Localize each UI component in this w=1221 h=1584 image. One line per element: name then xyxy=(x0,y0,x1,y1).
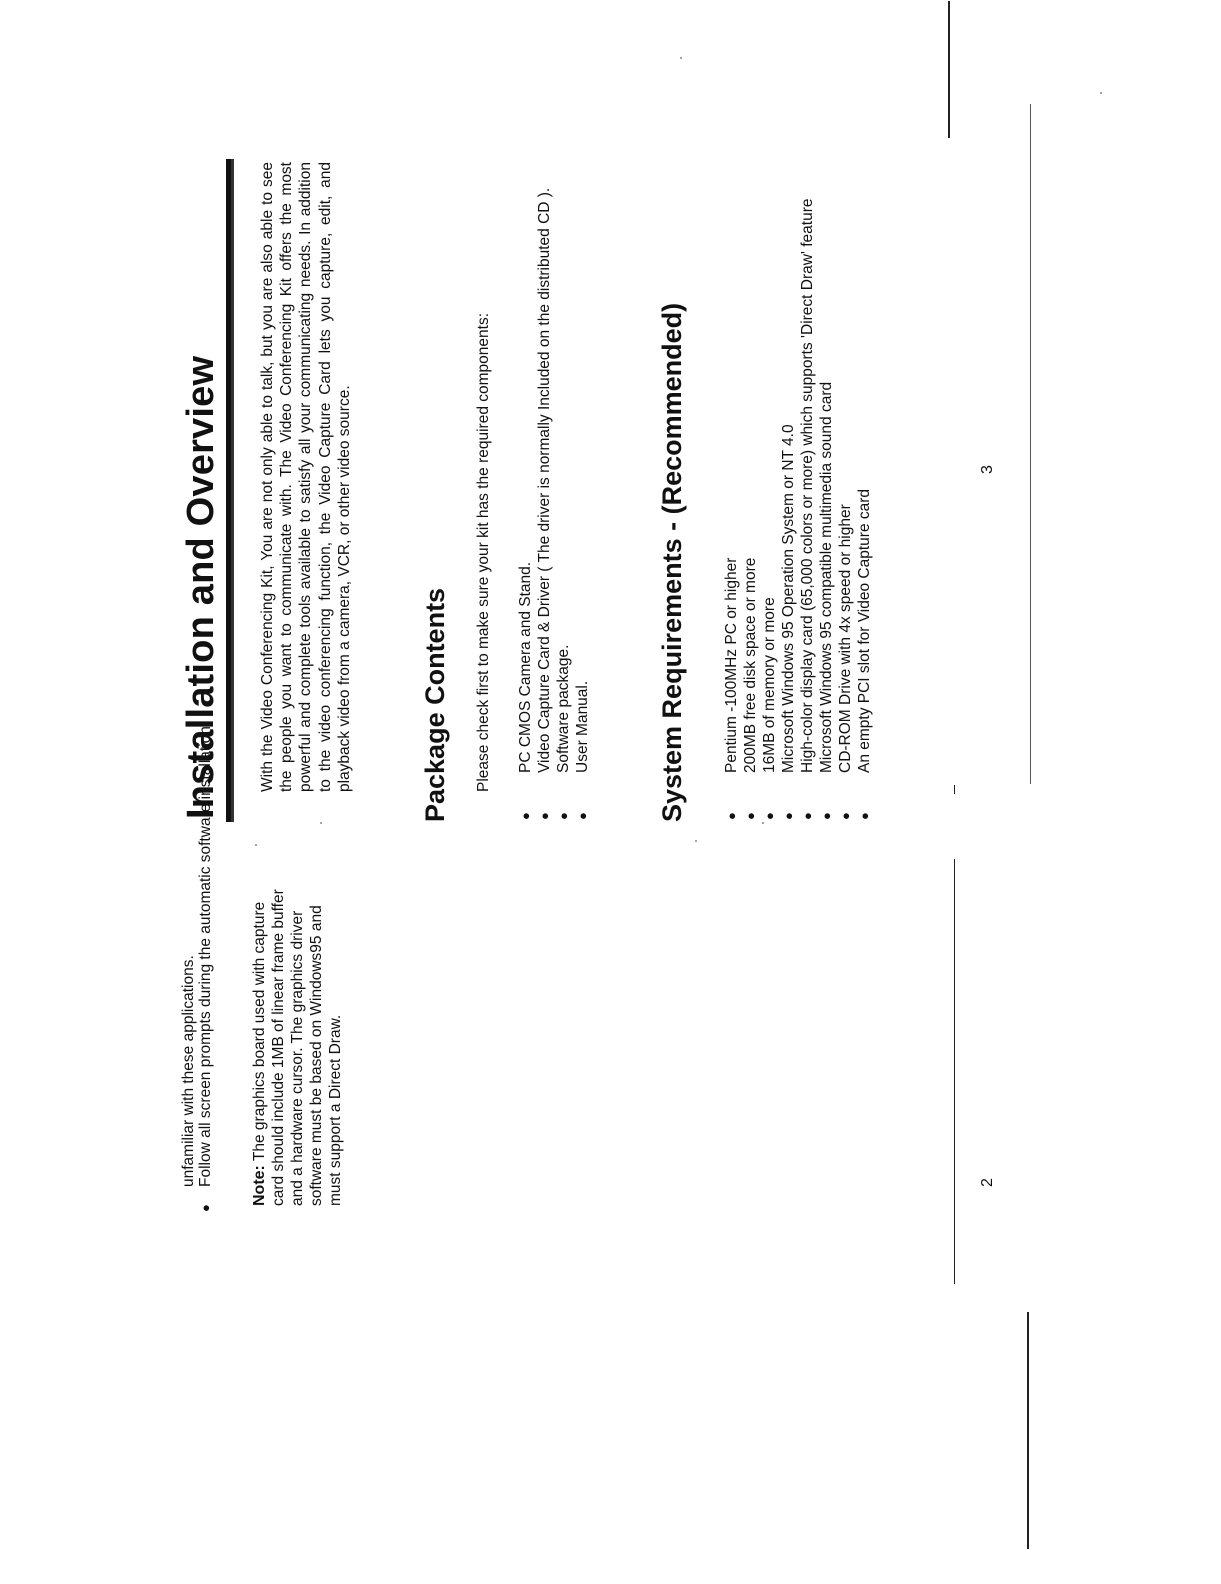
package-contents-list xyxy=(516,152,592,822)
package-contents-heading: Package Contents xyxy=(420,587,450,822)
divider-line xyxy=(954,785,955,794)
list-item-text: Follow all screen prompts during the automatic software installation. xyxy=(197,721,214,1187)
note-label: Note: xyxy=(251,1165,268,1206)
scan-line xyxy=(1030,104,1031,784)
page-title: Installation and Overview xyxy=(180,355,222,819)
bullet-marker: ● xyxy=(762,812,777,820)
speck xyxy=(762,822,764,824)
list-item-text: 16MB of memory or more xyxy=(761,597,778,773)
note-paragraph xyxy=(250,876,345,1206)
list-item xyxy=(535,152,554,822)
title-underline xyxy=(226,159,234,822)
list-item xyxy=(741,122,760,822)
list-item xyxy=(554,152,573,822)
speck xyxy=(255,844,257,846)
bullet-icon: ● xyxy=(556,812,571,820)
bullet-icon: ● xyxy=(518,812,533,820)
bullet-marker: ● xyxy=(198,1204,213,1212)
list-item-text: 200MB free disk space or more xyxy=(742,557,759,773)
list-item xyxy=(817,122,836,822)
speck xyxy=(320,822,322,824)
list-item-text: CD-ROM Drive with 4x speed or higher xyxy=(837,504,854,773)
note-text: The graphics board used with capture card should include 1MB of linear frame buffer and a hardware cursor. The graphics driver software must be based on Windows95 and must support a Direct Draw. xyxy=(251,889,344,1206)
list-item xyxy=(573,152,592,822)
bullet-marker: ● xyxy=(724,812,739,820)
list-item-text: Microsoft Windows 95 compatible multimedia sound card xyxy=(818,381,835,773)
list-item xyxy=(722,122,741,822)
list-item xyxy=(779,122,798,822)
list-item-text: Video Capture Card & Driver ( The driver is normally Included on the distributed CD ). xyxy=(536,187,553,773)
list-item-text: Pentium -100MHz PC or higher xyxy=(723,557,740,773)
divider-line xyxy=(1027,1312,1029,1549)
bullet-marker: ● xyxy=(838,812,853,820)
bullet-marker: ● xyxy=(819,812,834,820)
page-number: 3 xyxy=(979,465,996,474)
bullet-icon: ● xyxy=(537,812,552,820)
list-item xyxy=(516,152,535,822)
speck xyxy=(1100,92,1102,94)
list-item xyxy=(855,122,874,822)
list-item xyxy=(760,122,779,822)
bullet-marker xyxy=(180,1187,197,1212)
system-requirements-heading: System Requirements - (Recommended) xyxy=(657,302,687,822)
bullet-marker: ● xyxy=(857,812,872,820)
package-check-text: Please check first to make sure your kit has the required components: xyxy=(475,312,492,792)
speck xyxy=(695,840,697,842)
list-item-text: Software package. xyxy=(555,644,572,773)
intro-paragraph: With the Video Conferencing Kit, You are not only able to talk, but you are also able to see the people you want to communicate with. The Video Conferencing Kit offers the most powerful and complete tools available to satisfy all your communicating needs. In addition to the video conferencing function, the Video Capture Card lets you capture, edit, and playback video from a camera, VCR, or other video source. xyxy=(259,162,353,792)
list-item xyxy=(798,122,817,822)
list-item-text: PC CMOS Camera and Stand. xyxy=(517,561,534,773)
list-item xyxy=(836,122,855,822)
system-requirements-list xyxy=(722,122,874,822)
divider-line xyxy=(948,1,950,138)
list-item-text: Microsoft Windows 95 Operation System or NT 4.0 xyxy=(780,424,797,773)
list-item-text: User Manual. xyxy=(574,680,591,773)
bullet-marker: ● xyxy=(781,812,796,820)
list-item-text: unfamiliar with these applications. xyxy=(180,955,197,1187)
list-item-text: An empty PCI slot for Video Capture card xyxy=(856,488,873,773)
bullet-icon: ● xyxy=(575,812,590,820)
bullet-marker: ● xyxy=(743,812,758,820)
divider-line xyxy=(954,859,955,1284)
list-item-text: High-color display card (65,000 colors or more) which supports 'Direct Draw' feature xyxy=(799,198,816,773)
page-number: 2 xyxy=(979,1178,996,1187)
speck xyxy=(680,57,682,59)
bullet-marker: ● xyxy=(800,812,815,820)
